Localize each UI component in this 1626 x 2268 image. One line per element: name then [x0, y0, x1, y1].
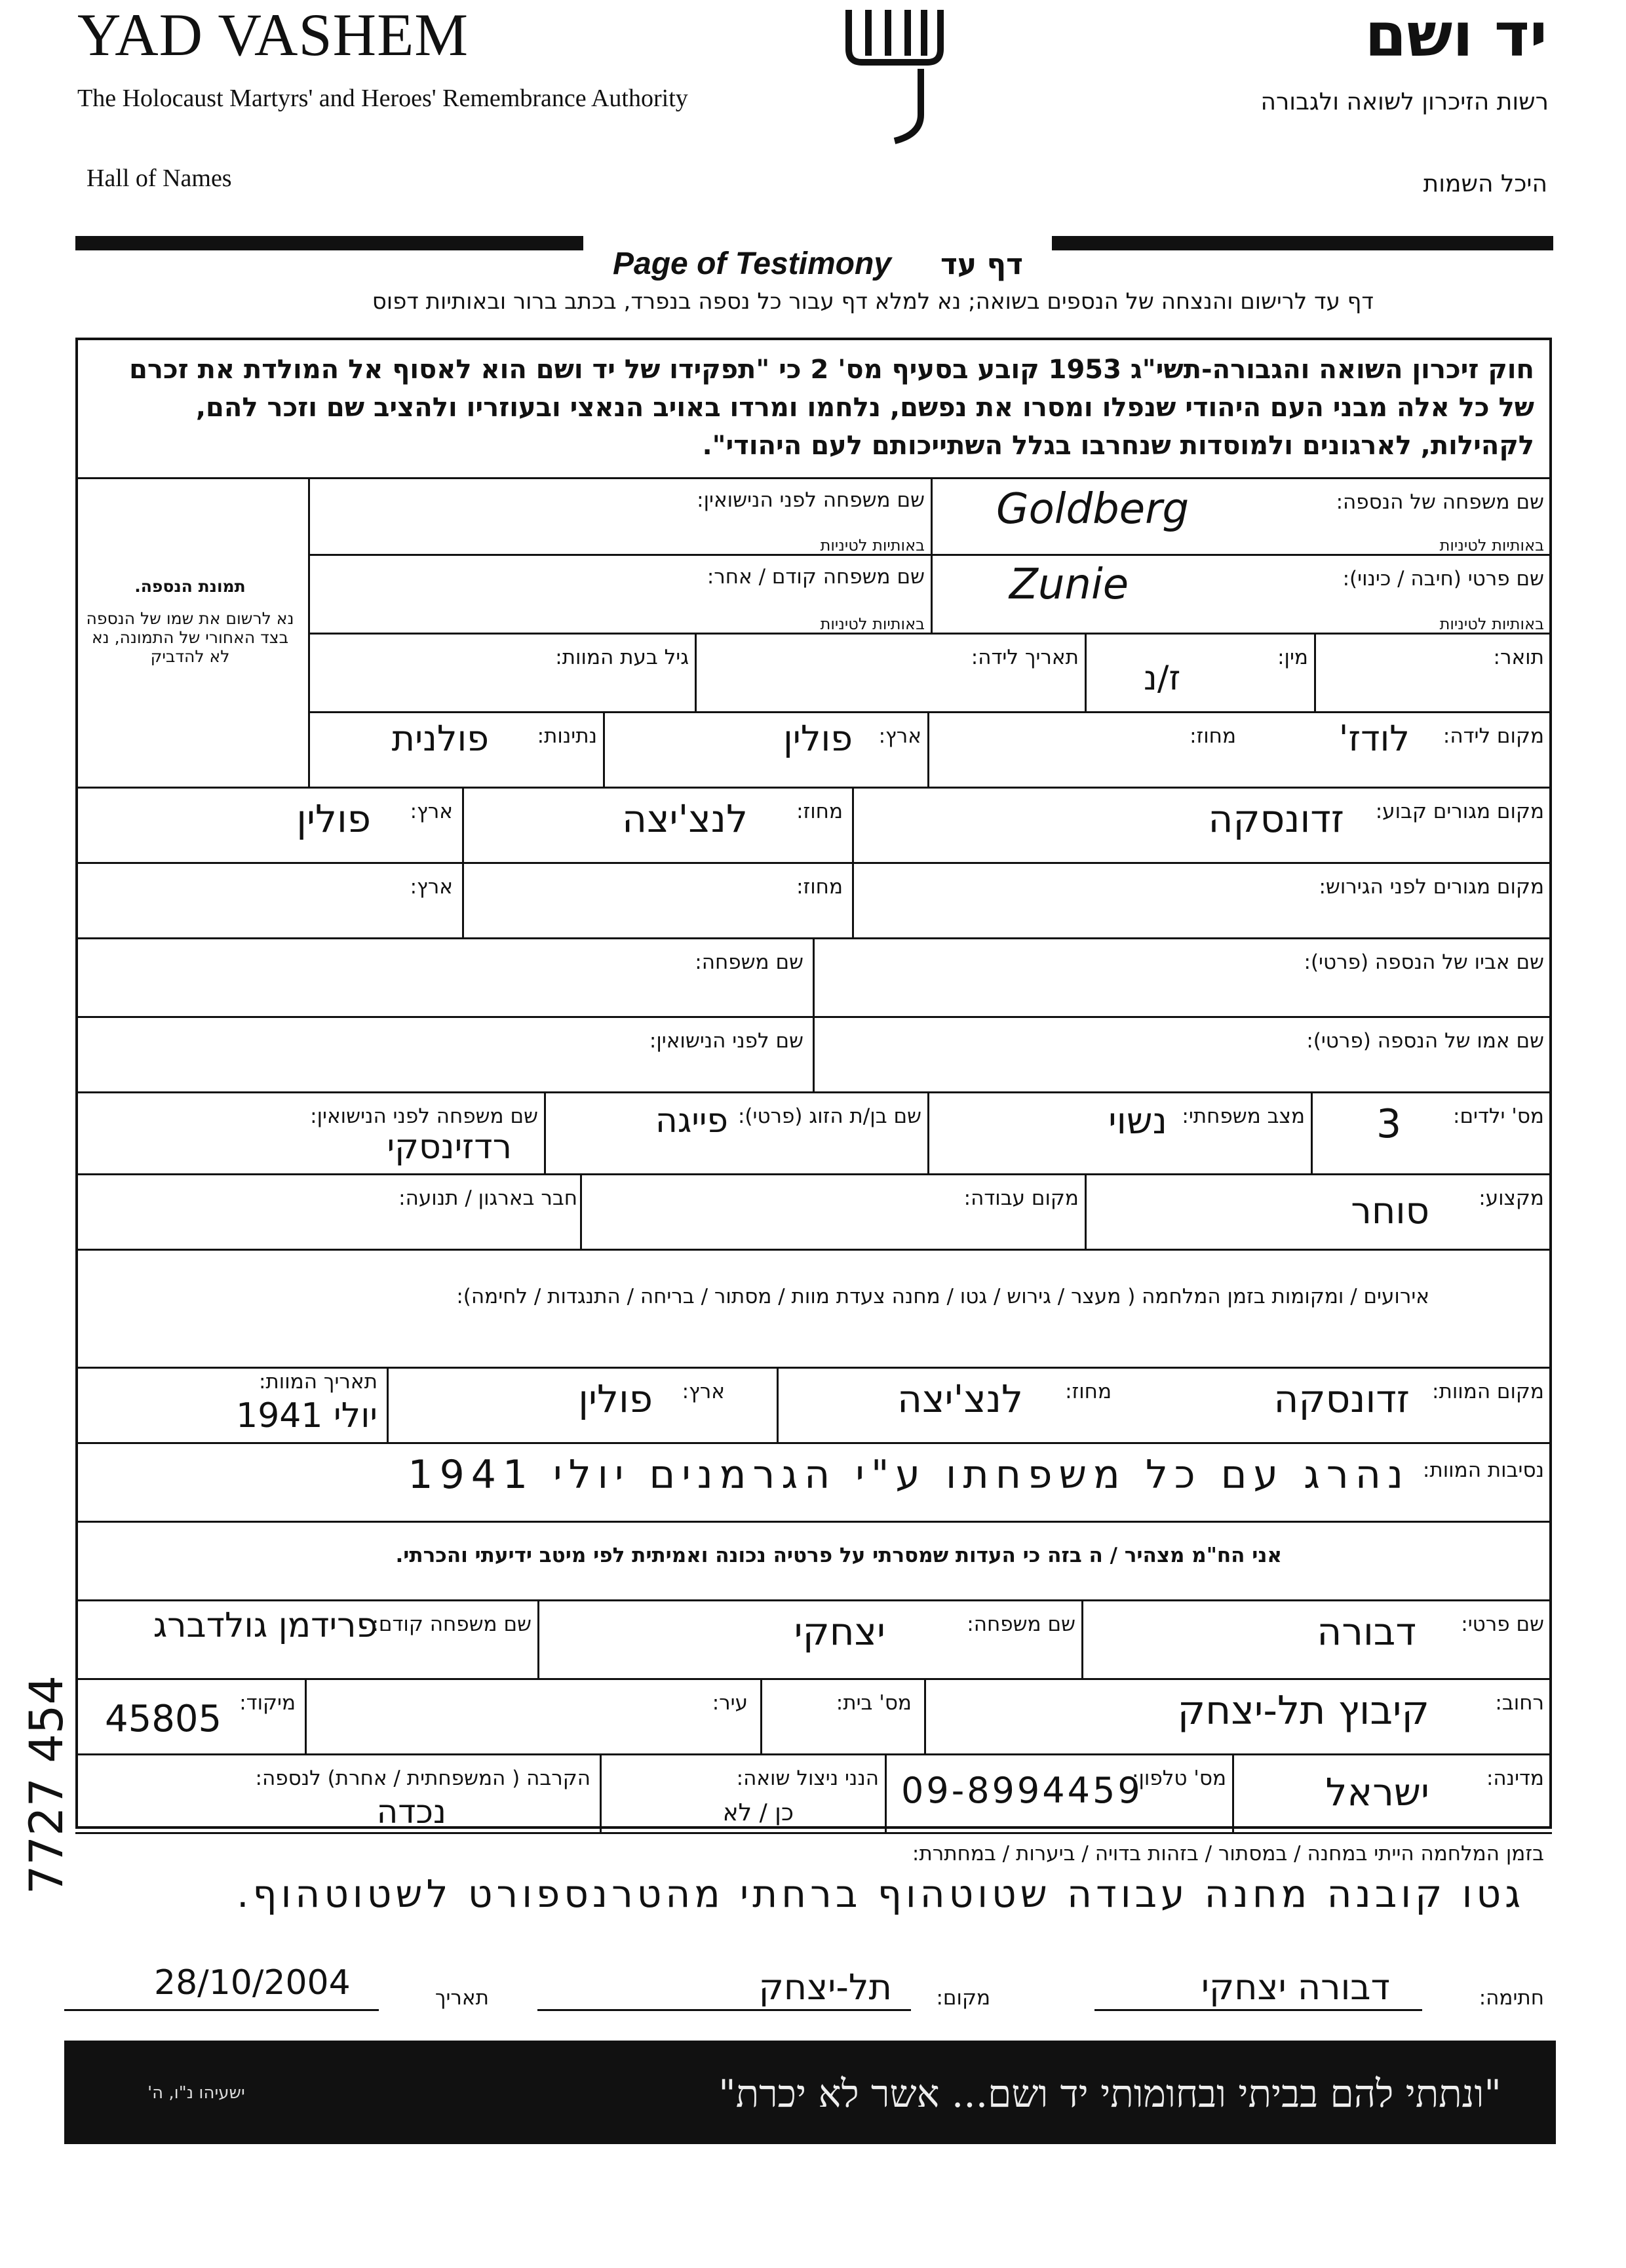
divider [760, 1678, 762, 1753]
divider [75, 1832, 1552, 1834]
father-family-label: שם משפחה: [695, 950, 803, 974]
firstname-value[interactable]: Zunie [1009, 560, 1129, 609]
death-country-value[interactable]: פולין [578, 1377, 653, 1421]
birth-country-value[interactable]: פולין [783, 718, 853, 759]
nationality-label: נתינות: [537, 724, 597, 748]
divider [927, 1091, 929, 1173]
firstname-label: שם פרטי (חיבה / כינוי): [1342, 567, 1544, 591]
divider [1081, 1599, 1083, 1678]
wartime-value[interactable]: גטו קובנה מחנה עבודה שטוטהוף ברחתי מהטרנספורט לשטוטהוף. [237, 1871, 1524, 1916]
spouse-value[interactable]: פייגה [655, 1101, 728, 1141]
submitter-first-label: שם פרטי: [1461, 1613, 1544, 1636]
divider [852, 787, 854, 937]
death-district-value[interactable]: לנצ'יצה [897, 1377, 1023, 1421]
survivor-label: הנני ניצול שואה: [736, 1767, 879, 1790]
marital-value[interactable]: נשוי [1108, 1100, 1167, 1143]
age-death-label: גיל בעת המוות: [555, 646, 689, 669]
divider [537, 1599, 539, 1678]
divider [1085, 1173, 1087, 1249]
residence-country-label: ארץ: [410, 800, 453, 823]
divider [75, 787, 1552, 789]
divider [927, 711, 929, 787]
latin-note: באותיות לטיניות [1439, 615, 1544, 633]
zip-value[interactable]: 45805 [105, 1698, 222, 1740]
hall-of-names-he: היכל השמות [1423, 170, 1547, 197]
father-label: שם אביו של הנספה (פרטי): [1304, 950, 1544, 974]
signature-label: חתימה: [1479, 1986, 1544, 2010]
zip-label: מיקוד: [239, 1691, 296, 1715]
form-title-en: Page of Testimony [613, 246, 891, 281]
place-label: מקום: [936, 1986, 990, 2010]
photo-column-divider [308, 477, 310, 787]
relation-label: הקרבה ( המשפחתית / אחרת) לנספה: [255, 1767, 590, 1790]
death-circ-label: נסיבות המוות: [1422, 1458, 1544, 1482]
phone-value[interactable]: 09-8994459 [901, 1770, 1143, 1811]
death-country-label: ארץ: [682, 1380, 725, 1403]
survivor-options[interactable]: כן / לא [722, 1799, 794, 1826]
divider [931, 477, 933, 635]
member-label: חבר בארגון / תנועה: [398, 1186, 577, 1210]
divider [75, 1249, 1552, 1251]
phone-label: מס' טלפון: [1132, 1767, 1226, 1790]
footer-quote-ref: ישעיהו נ"ו, ה' [147, 2083, 245, 2103]
divider [75, 477, 1552, 479]
state-value[interactable]: ישראל [1325, 1770, 1429, 1814]
divider [1232, 1753, 1234, 1832]
divider [308, 711, 1552, 713]
latin-note: באותיות לטיניות [1439, 536, 1544, 555]
divider [75, 1521, 1552, 1523]
birth-country-label: ארץ: [878, 724, 921, 748]
divider [75, 1678, 1552, 1680]
footer-quote: "ונתתי להם בביתי ובחומותי יד ושם... אשר לא יכרת" [718, 2071, 1501, 2116]
divider [924, 1678, 926, 1753]
divider [777, 1367, 779, 1442]
city-label: עיר: [712, 1691, 748, 1715]
yad-vashem-emblem-icon [842, 3, 947, 147]
children-label: מס' ילדים: [1453, 1105, 1544, 1128]
death-circ-value[interactable]: נהרג עם כל משפחתו ע"י הגרמנים יולי 1941 [408, 1452, 1410, 1498]
org-name-en: YAD VASHEM [77, 1, 469, 68]
marital-label: מצב משפחתי: [1182, 1105, 1305, 1128]
residence-before-country-label: ארץ: [410, 875, 453, 899]
spouse-maiden-label: שם משפחה לפני הנישואין: [310, 1105, 538, 1128]
divider [462, 787, 464, 937]
residence-before-district-label: מחוז: [796, 875, 843, 899]
residence-district-label: מחוז: [796, 800, 843, 823]
signature-value[interactable]: דבורה יצחקי [1201, 1966, 1390, 2008]
org-subtitle-he: רשות הזיכרון לשואה ולגבורה [1260, 88, 1549, 115]
workplace-label: מקום עבודה: [963, 1186, 1079, 1210]
latin-note: באותיות לטיניות [820, 615, 925, 633]
submitter-family-value[interactable]: יצחקי [794, 1609, 885, 1654]
photo-label: תמונת הנספה. [134, 577, 246, 596]
hall-of-names-en: Hall of Names [87, 165, 232, 192]
divider [580, 1173, 582, 1249]
divider [695, 633, 697, 711]
submitter-prev-label: שם משפחה קודם: [372, 1613, 532, 1636]
submitter-family-label: שם משפחה: [967, 1613, 1075, 1636]
margin-number: 7727 454 [20, 1675, 73, 1894]
spouse-maiden-value[interactable]: רדזינסקי [387, 1127, 512, 1167]
residence-value[interactable]: זדונסקה [1208, 796, 1344, 841]
spouse-label: שם בן/ת הזוג (פרטי): [737, 1105, 921, 1128]
events-label: אירועים / ומקומות בזמן המלחמה ( מעצר / גירוש / גטו / מחנה צעדת מוות / מסתור / בריחה / התנגדות / לחימה): [456, 1285, 1429, 1308]
divider [75, 862, 1552, 864]
signature-line [1094, 2009, 1422, 2011]
profession-value[interactable]: סוחר [1351, 1190, 1429, 1232]
death-district-label: מחוז: [1065, 1380, 1112, 1403]
death-date-value[interactable]: יולי 1941 [236, 1396, 377, 1436]
law-text: חוק זיכרון השואה והגבורה-תשי"ג 1953 קובע בסעיף מס' 2 כי "תפקידו של יד ושם הוא לאסוף אל המולדת את זכרם של כל אלה מבני העם היהודי שנפלו ומסרו את נפשם, נלחמו ומרדו באויב הנאצי ובעוזריו ולהציב שם וזכר להם, לקהילות, לארגונים ולמוסדות שנחרבו בגלל השתייכותם לעם היהודי". [129, 355, 1534, 461]
mother-maiden-label: שם לפני הנישואין: [649, 1029, 803, 1053]
divider [1311, 1091, 1313, 1173]
org-name-he: יד ושם [1365, 0, 1547, 70]
divider [75, 1091, 1552, 1093]
divider [75, 1753, 1552, 1755]
birthplace-label: מקום לידה: [1442, 724, 1544, 748]
divider [75, 1599, 1552, 1601]
residence-label: מקום מגורים קבוע: [1375, 800, 1544, 823]
org-subtitle-en: The Holocaust Martyrs' and Heroes' Remembrance Authority [77, 85, 688, 112]
submitter-first-value[interactable]: דבורה [1317, 1609, 1416, 1654]
divider [600, 1753, 602, 1832]
divider [75, 1367, 1552, 1369]
divider [603, 711, 605, 787]
death-place-label: מקום המוות: [1432, 1380, 1544, 1403]
prev-surname-label: שם משפחה קודם / אחר: [707, 565, 925, 589]
divider [885, 1753, 887, 1832]
gender-label: מין: [1277, 646, 1308, 669]
address-label: רחוב: [1495, 1691, 1544, 1715]
divider [75, 1173, 1552, 1175]
nationality-value[interactable]: פולנית [391, 718, 489, 759]
place-value[interactable]: תל-יצחק [758, 1966, 892, 2008]
mother-label: שם אמו של הנספה (פרטי): [1306, 1029, 1544, 1053]
maiden-label: שם משפחה לפני הנישואין: [697, 488, 925, 512]
children-value[interactable]: 3 [1376, 1101, 1402, 1147]
header-rule-right [1052, 236, 1553, 250]
place-line [537, 2009, 911, 2011]
date-line [64, 2009, 379, 2011]
state-label: מדינה: [1486, 1767, 1544, 1790]
death-place-value[interactable]: זדונסקה [1273, 1377, 1410, 1421]
form-title-he: דף עד [940, 248, 1024, 281]
header-rule-left [75, 236, 583, 250]
declaration: אני הח"מ מצהיר / ה בזה כי העדות שמסרתי על פרטיה נכונה ואמיתית לפי מיטב ידיעתי והכרתי. [395, 1544, 1282, 1567]
divider [1085, 633, 1087, 711]
divider [305, 1678, 307, 1753]
divider [387, 1367, 389, 1442]
form-instructions: דף עד לרישום והנצחה של הנספים בשואה; נא למלא דף עבור כל נספה בנפרד, בכתב ברור ובאותיות דפוס [372, 288, 1374, 315]
submitter-prev-value[interactable]: פרידמן גולדברג [153, 1606, 377, 1645]
death-date-label: תאריך המוות: [258, 1370, 377, 1394]
surname-label: שם משפחה של הנספה: [1336, 490, 1544, 514]
date-value[interactable]: 28/10/2004 [154, 1963, 351, 2003]
surname-value[interactable]: Goldberg [996, 485, 1190, 534]
street-value[interactable]: קיבוץ תל-יצחק [1177, 1688, 1429, 1734]
gender-value[interactable]: ז/נ [1144, 659, 1181, 698]
photo-box [85, 577, 295, 666]
relation-value[interactable]: נכדה [376, 1793, 446, 1831]
birth-district-label: מחוז: [1190, 724, 1236, 748]
house-no-label: מס' בית: [836, 1691, 912, 1715]
latin-note: באותיות לטיניות [820, 536, 925, 555]
divider [813, 937, 815, 1091]
divider [1314, 633, 1316, 711]
residence-district-value[interactable]: לנצ'יצה [622, 796, 748, 841]
wartime-label: בזמן המלחמה הייתי במחנה / במסתור / בזהות בדויה / ביערות / במחתרת: [912, 1842, 1544, 1866]
divider [544, 1091, 546, 1173]
profession-label: מקצוע: [1479, 1186, 1544, 1210]
date-label: תאריך [435, 1986, 489, 2010]
divider [75, 1442, 1552, 1444]
divider [308, 554, 1552, 556]
residence-country-value[interactable]: פולין [296, 796, 371, 841]
title-label: תואר: [1493, 646, 1544, 669]
divider [308, 633, 1552, 635]
birthdate-label: תאריך לידה: [971, 646, 1079, 669]
photo-note: נא לרשום את שמו של הנספה בצד האחורי של התמונה, נא לא להדביק [86, 609, 294, 666]
birthplace-value[interactable]: לודז' [1338, 718, 1410, 759]
residence-before-label: מקום מגורים לפני הגירוש: [1319, 875, 1544, 899]
